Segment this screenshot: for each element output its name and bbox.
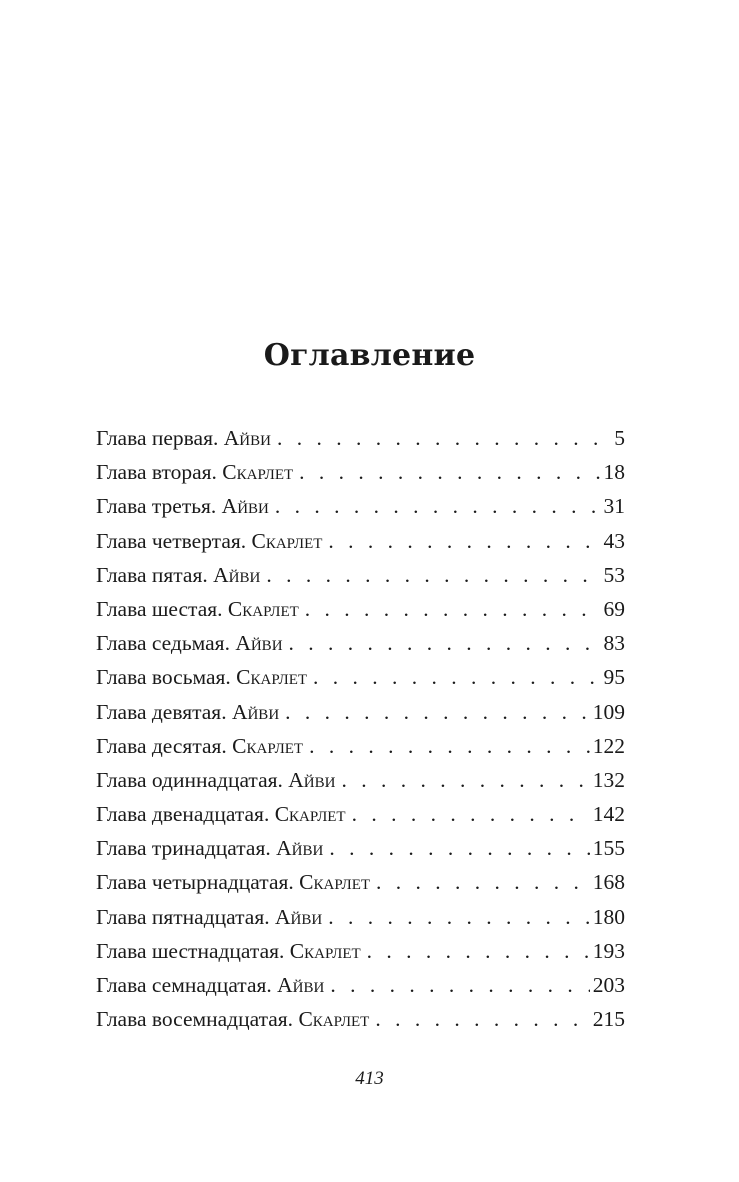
narrator-name: Скарлет [227, 596, 299, 621]
toc-entry-label [96, 729, 303, 763]
leader-dots [277, 421, 611, 455]
toc-entry-label [96, 865, 370, 899]
narrator-name: Айви [221, 494, 269, 519]
chapter-name: Глава двенадцатая. [96, 802, 270, 827]
leader-dots [329, 831, 589, 865]
leader-dots [289, 626, 601, 660]
toc-entry [96, 797, 625, 831]
leader-dots [285, 695, 590, 729]
chapter-name: Глава вторая. [96, 460, 217, 485]
toc-entry-label [96, 934, 361, 968]
toc-entry-label [96, 797, 346, 831]
toc-entry [96, 865, 625, 899]
narrator-name: Айви [231, 699, 280, 724]
toc-entry-page: 95 [603, 665, 625, 690]
toc-entry-label [96, 1002, 369, 1036]
narrator-name: Айви [213, 562, 261, 587]
toc-entry-page: 53 [603, 562, 625, 587]
toc-entry-label [96, 524, 322, 558]
leader-dots [275, 489, 601, 523]
chapter-name: Глава третья. [96, 494, 217, 519]
toc-entry-page: 69 [603, 596, 625, 621]
toc-entry-label [96, 558, 260, 592]
narrator-name: Айви [288, 767, 336, 792]
chapter-name: Глава шестнадцатая. [96, 938, 285, 963]
leader-dots [309, 729, 590, 763]
toc-title: Оглавление [263, 338, 476, 373]
narrator-name: Скарлет [222, 460, 294, 485]
chapter-name: Глава четырнадцатая. [96, 870, 294, 895]
toc-entry-page: 142 [592, 802, 625, 827]
leader-dots [305, 592, 601, 626]
toc-entry-page: 18 [603, 460, 625, 485]
narrator-name: Скарлет [274, 802, 346, 827]
page-number: 413 [355, 1068, 384, 1089]
narrator-name: Скарлет [298, 1007, 370, 1032]
narrator-name: Айви [223, 426, 271, 450]
toc-entry [96, 660, 625, 694]
leader-dots [328, 900, 590, 934]
toc-entry-label [96, 626, 283, 660]
toc-entry [96, 421, 625, 455]
chapter-name: Глава седьмая. [96, 631, 230, 656]
toc-entry-label [96, 455, 293, 489]
toc-entry-page: 168 [592, 870, 625, 895]
toc-entry-page: 43 [603, 528, 625, 553]
toc-entry [96, 695, 625, 729]
chapter-name: Глава шестая. [96, 596, 223, 621]
toc-entry-page: 193 [592, 938, 625, 963]
toc-entry-label [96, 968, 324, 1002]
chapter-name: Глава тринадцатая. [96, 836, 271, 861]
toc-entry [96, 729, 625, 763]
toc-entry [96, 1002, 625, 1036]
toc-entry [96, 900, 625, 934]
toc-entry-label [96, 695, 279, 729]
leader-dots [375, 1002, 589, 1036]
toc-entry-page: 83 [603, 631, 625, 656]
toc-entry-page: 155 [592, 836, 625, 861]
toc-entry-label [96, 900, 322, 934]
chapter-name: Глава пятнадцатая. [96, 904, 270, 929]
narrator-name: Скарлет [299, 870, 371, 895]
leader-dots [266, 558, 600, 592]
leader-dots [328, 524, 600, 558]
toc-list [96, 421, 625, 1036]
toc-entry-page: 31 [603, 494, 625, 519]
narrator-name: Скарлет [236, 665, 308, 690]
chapter-name: Глава пятая. [96, 562, 208, 587]
toc-entry [96, 626, 625, 660]
toc-entry-page: 132 [592, 767, 625, 792]
chapter-name: Глава десятая. [96, 733, 227, 758]
toc-entry [96, 968, 625, 1002]
toc-entry-page: 203 [592, 973, 625, 997]
toc-entry-page: 109 [592, 699, 625, 724]
leader-dots [330, 968, 589, 1002]
toc-entry [96, 558, 625, 592]
toc-entry [96, 524, 625, 558]
toc-entry [96, 934, 625, 968]
chapter-name: Глава восьмая. [96, 665, 231, 690]
narrator-name: Айви [277, 973, 325, 997]
toc-entry [96, 763, 625, 797]
toc-entry [96, 455, 625, 489]
toc-entry-page: 215 [592, 1007, 625, 1032]
toc-entry-page: 180 [592, 904, 625, 929]
leader-dots [352, 797, 590, 831]
chapter-name: Глава девятая. [96, 699, 227, 724]
toc-entry [96, 831, 625, 865]
toc-entry-page: 122 [592, 733, 625, 758]
toc-entry-label [96, 660, 307, 694]
toc-entry-label [96, 421, 271, 455]
narrator-name: Скарлет [232, 733, 304, 758]
chapter-name: Глава четвертая. [96, 528, 247, 553]
toc-entry-label [96, 592, 299, 626]
toc-entry-page: 5 [614, 426, 625, 450]
chapter-name: Глава восемнадцатая. [96, 1007, 294, 1032]
leader-dots [341, 763, 589, 797]
narrator-name: Айви [276, 836, 324, 861]
toc-entry [96, 592, 625, 626]
leader-dots [376, 865, 590, 899]
toc-entry-label [96, 763, 335, 797]
chapter-name: Глава семнадцатая. [96, 973, 272, 997]
narrator-name: Айви [274, 904, 323, 929]
narrator-name: Скарлет [251, 528, 323, 553]
toc-entry [96, 489, 625, 523]
narrator-name: Скарлет [289, 938, 361, 963]
leader-dots [313, 660, 600, 694]
chapter-name: Глава первая. [96, 426, 219, 450]
leader-dots [367, 934, 590, 968]
chapter-name: Глава одиннадцатая. [96, 767, 283, 792]
toc-entry-label [96, 831, 323, 865]
toc-entry-label [96, 489, 269, 523]
leader-dots [299, 455, 600, 489]
narrator-name: Айви [235, 631, 283, 656]
